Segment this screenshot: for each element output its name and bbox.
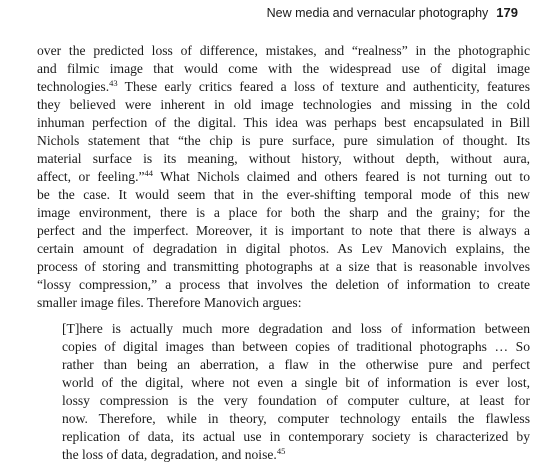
text-line — [62, 428, 530, 446]
line-text: process of storing and transmitting photographs at a size that is reasonable involves — [37, 259, 530, 274]
line-text: “lossy compression,” a process that involves the deletion of information to create — [37, 277, 530, 292]
text-line — [37, 240, 530, 258]
line-text: perfect and the imperfect. Moreover, it is important to note that there is always a — [37, 223, 530, 238]
line-text: replication of data, its actual use in contemporary society is characterized by — [62, 429, 530, 444]
text-line — [62, 446, 530, 464]
line-text: copies of digital images than between copies of traditional photographs … So — [62, 339, 530, 354]
text-line — [62, 410, 530, 428]
line-text: smaller image files. Therefore Manovich argues: — [37, 295, 302, 310]
line-text: the loss of data, degradation, and noise. — [62, 447, 277, 462]
text-line — [37, 204, 530, 222]
line-text: be the case. It would seem that in the ever-shifting temporal mode of this new — [37, 187, 530, 202]
text-line — [37, 96, 530, 114]
text-line — [37, 276, 530, 294]
text-line — [37, 60, 530, 78]
line-text: image environment, there is a place for both the sharp and the grainy; for the — [37, 205, 530, 220]
footnote-marker: 43 — [109, 78, 118, 88]
running-header — [267, 5, 518, 21]
text-line — [62, 338, 530, 356]
text-line — [37, 78, 530, 96]
text-line — [37, 186, 530, 204]
line-text: affect, or feeling.” — [37, 169, 145, 184]
line-text: now. Therefore, while in theory, computer technology entails the flawless — [62, 411, 530, 426]
line-text: certain amount of degradation in digital photos. As Lev Manovich explains, the — [37, 241, 530, 256]
line-text: technologies. — [37, 79, 110, 94]
text-line — [37, 42, 530, 60]
line-text: rather than being an aberration, a flaw in the otherwise pure and perfect — [62, 357, 530, 372]
text-line — [37, 132, 530, 150]
text-line — [37, 294, 530, 312]
line-text: and filmic image that would come with the widespread use of digital image — [37, 61, 530, 76]
running-title: New media and vernacular photography — [266, 6, 489, 20]
text-line — [62, 356, 530, 374]
block-quote — [62, 320, 530, 464]
footnote-marker: 44 — [144, 168, 153, 178]
line-text: lossy compression is the very foundation of computer culture, at least for — [62, 393, 530, 408]
text-line — [37, 150, 530, 168]
text-line — [62, 392, 530, 410]
line-text-continued: These early critics feared a loss of texture and authenticity, features — [117, 79, 530, 94]
line-text: they believed were inherent in old image technologies and missing in the cold — [37, 97, 530, 112]
line-text: inhuman perfection of the digital. This idea was perhaps best encapsulated in Bill — [37, 115, 530, 130]
footnote-marker: 45 — [276, 446, 286, 456]
text-line — [37, 258, 530, 276]
text-line — [37, 222, 530, 240]
line-text: [T]here is actually much more degradation and loss of information between — [62, 321, 530, 336]
text-line — [37, 114, 530, 132]
line-text: world of the digital, where not even a single bit of information is ever lost, — [62, 375, 530, 390]
line-text-continued: What Nichols claimed and others feared is not turning out to — [153, 169, 530, 184]
body-paragraph — [37, 42, 530, 312]
text-line — [37, 168, 530, 186]
text-line — [62, 374, 530, 392]
line-text: material surface is its meaning, without history, without depth, without aura, — [37, 151, 530, 166]
line-text: over the predicted loss of difference, mistakes, and “realness” in the photographic — [37, 43, 530, 58]
page-number: 179 — [496, 5, 518, 20]
line-text: Nichols statement that “the chip is pure surface, pure simulation of thought. Its — [37, 133, 530, 148]
text-line — [62, 320, 530, 338]
